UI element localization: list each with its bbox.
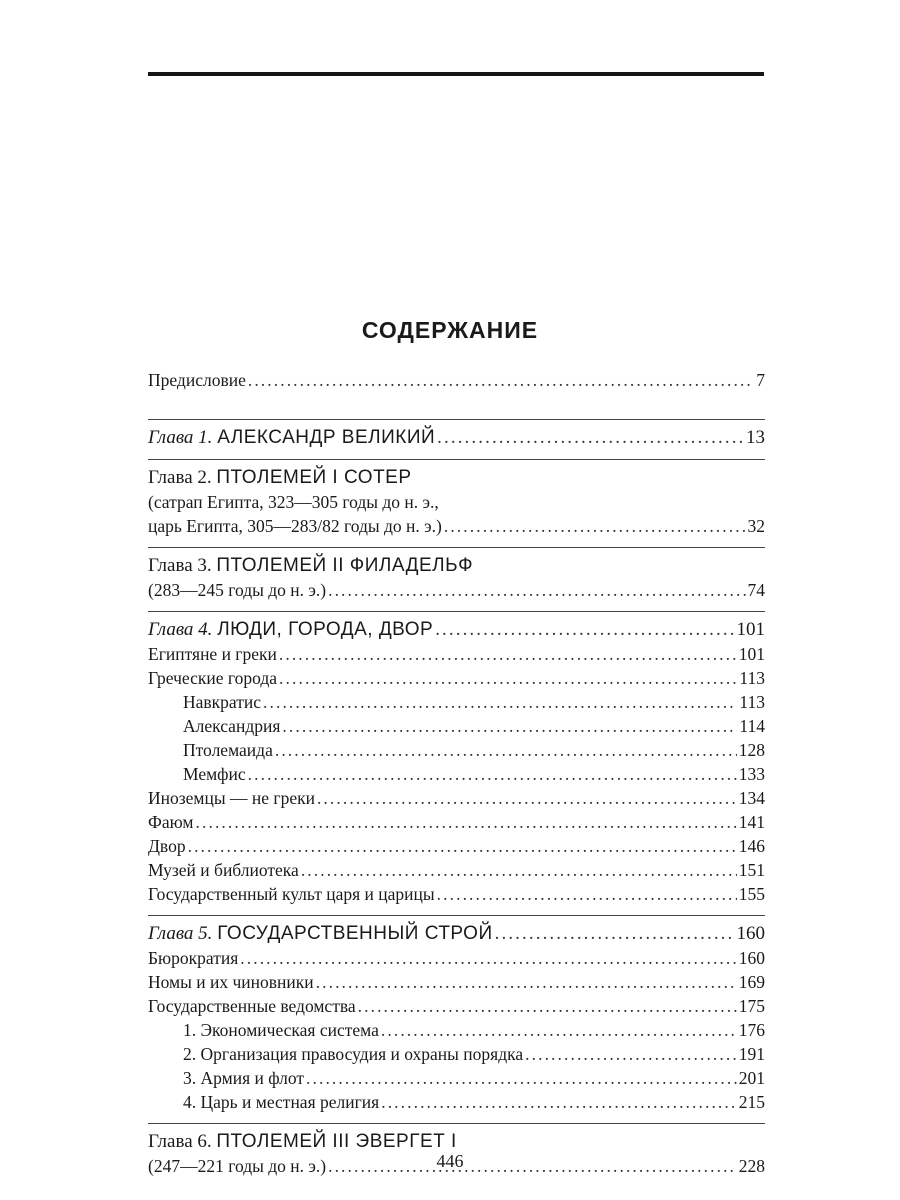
toc-page-number: 228 [738,1156,765,1176]
dot-leader [240,946,736,970]
toc-subentry[interactable] [148,690,765,714]
dot-leader [437,882,737,906]
toc-page-number: 74 [747,580,765,600]
toc-chapter-3-last-line[interactable] [148,578,765,602]
toc-entry-label: 2. Организация правосудия и охраны порядка [183,1044,524,1064]
toc-entry-label: Греческие города [148,668,278,688]
section-divider [148,459,765,460]
toc-entry-label: Птолемаида [183,740,273,760]
toc-page-number: 146 [738,836,765,856]
chapter-prefix: Глава 2. [148,467,212,488]
chapter-title: ГОСУДАРСТВЕННЫЙ СТРОЙ [217,923,493,944]
toc-page-number: 141 [738,812,765,832]
toc-entry[interactable] [148,994,765,1018]
toc-page-number: 128 [738,740,765,760]
dot-leader [437,426,744,450]
dot-leader [358,994,737,1018]
toc-entry-label: Государственные ведомства [148,996,356,1016]
toc-subentry[interactable] [148,1018,765,1042]
dot-leader [188,834,737,858]
toc-entry-label: Предисловие [148,370,246,390]
toc-subentry[interactable] [148,1090,765,1114]
section-divider [148,611,765,612]
toc-page-number: 160 [738,948,765,968]
chapter-title: ПТОЛЕМЕЙ III ЭВЕРГЕТ I [216,1131,457,1152]
toc-chapter-1[interactable] [148,426,765,450]
chapter-subtitle-line: царь Египта, 305—283/82 годы до н. э.) [148,516,442,536]
section-divider [148,547,765,548]
dot-leader [279,642,737,666]
toc-entry[interactable] [148,970,765,994]
chapter-prefix: Глава 1. [148,427,213,448]
section-divider [148,419,765,420]
toc-chapter-4[interactable] [148,618,765,642]
toc-entry-label: 3. Армия и флот [183,1068,305,1088]
toc-page-number: 169 [738,972,765,992]
toc-chapter-3[interactable] [148,554,765,578]
toc-subentry[interactable] [148,1066,765,1090]
toc-page-number: 32 [747,516,765,536]
dot-leader [282,714,737,738]
toc-page-number: 201 [738,1068,765,1088]
toc-entry-label: Двор [148,836,186,856]
toc-subentry[interactable] [148,1042,765,1066]
toc-page-number: 114 [739,716,765,736]
toc-chapter-5[interactable] [148,922,765,946]
dot-leader [279,666,737,690]
toc-page-number: 176 [738,1020,765,1040]
dot-leader [248,762,737,786]
toc-entry[interactable] [148,810,765,834]
toc-entry[interactable] [148,666,765,690]
chapter-title: ПТОЛЕМЕЙ II ФИЛАДЕЛЬФ [216,555,474,576]
dot-leader [317,786,737,810]
toc-entry[interactable] [148,882,765,906]
page-number: 446 [436,1151,464,1171]
toc-entry-label: Бюрократия [148,948,239,968]
dot-leader [444,514,746,538]
dot-leader [275,738,737,762]
toc-entry-label: Номы и их чиновники [148,972,314,992]
dot-leader [316,970,737,994]
toc-page-number: 155 [738,884,765,904]
toc-entry-label: 1. Экономическая система [183,1020,379,1040]
toc-entry[interactable] [148,946,765,970]
chapter-subtitle-line: (сатрап Египта, 323—305 годы до н. э., [148,492,439,512]
toc-entry-label: Музей и библиотека [148,860,299,880]
toc-entry[interactable] [148,834,765,858]
chapter-prefix: Глава 4. [148,619,213,640]
dot-leader [381,1018,737,1042]
toc-page-number: 151 [738,860,765,880]
table-of-contents [148,368,765,1178]
top-rule [148,72,764,76]
toc-entry-label: Государственный культ царя и царицы [148,884,435,904]
toc-entry[interactable] [148,642,765,666]
toc-entry-label: 4. Царь и местная религия [183,1092,380,1112]
dot-leader [248,368,754,392]
toc-page-number: 101 [738,644,765,664]
chapter-title: ПТОЛЕМЕЙ I СОТЕР [216,467,412,488]
toc-page-number: 191 [738,1044,765,1064]
chapter-subtitle-line: (283—245 годы до н. э.) [148,580,327,600]
toc-entry[interactable] [148,786,765,810]
toc-subentry[interactable] [148,762,765,786]
dot-leader [328,578,745,602]
toc-page-number: 7 [756,370,765,390]
section-divider [148,915,765,916]
dot-leader [525,1042,737,1066]
toc-subentry[interactable] [148,714,765,738]
dot-leader [306,1066,737,1090]
toc-page-number: 175 [738,996,765,1016]
toc-page-number: 134 [738,788,765,808]
toc-entry-preface[interactable] [148,368,765,392]
toc-chapter-2-last-line[interactable] [148,514,765,538]
dot-leader [196,810,737,834]
toc-entry-label: Мемфис [183,764,246,784]
page-title: СОДЕРЖАНИЕ [361,317,539,343]
chapter-prefix: Глава 5. [148,923,213,944]
toc-page-number: 133 [738,764,765,784]
dot-leader [495,922,735,946]
toc-chapter-2[interactable] [148,466,765,490]
chapter-prefix: Глава 3. [148,555,212,576]
spacer [148,392,765,410]
toc-page-number: 113 [739,692,765,712]
toc-page-number: 13 [746,427,765,448]
chapter-subtitle-line: (247—221 годы до н. э.) [148,1156,327,1176]
toc-entry-label: Египтяне и греки [148,644,277,664]
dot-leader [263,690,737,714]
chapter-title: АЛЕКСАНДР ВЕЛИКИЙ [217,427,436,448]
dot-leader [301,858,737,882]
toc-page-number: 101 [736,619,765,640]
section-divider [148,1123,765,1124]
toc-page-number: 113 [739,668,765,688]
toc-entry-label: Навкратис [183,692,262,712]
toc-entry-label: Иноземцы — не греки [148,788,315,808]
toc-entry-label: Фаюм [148,812,194,832]
toc-page-number: 215 [738,1092,765,1112]
chapter-prefix: Глава 6. [148,1131,212,1152]
toc-entry[interactable] [148,858,765,882]
toc-page-number: 160 [736,923,765,944]
chapter-title: ЛЮДИ, ГОРОДА, ДВОР [217,619,434,640]
toc-subentry[interactable] [148,738,765,762]
dot-leader [381,1090,737,1114]
toc-entry-label: Александрия [183,716,281,736]
dot-leader [435,618,734,642]
